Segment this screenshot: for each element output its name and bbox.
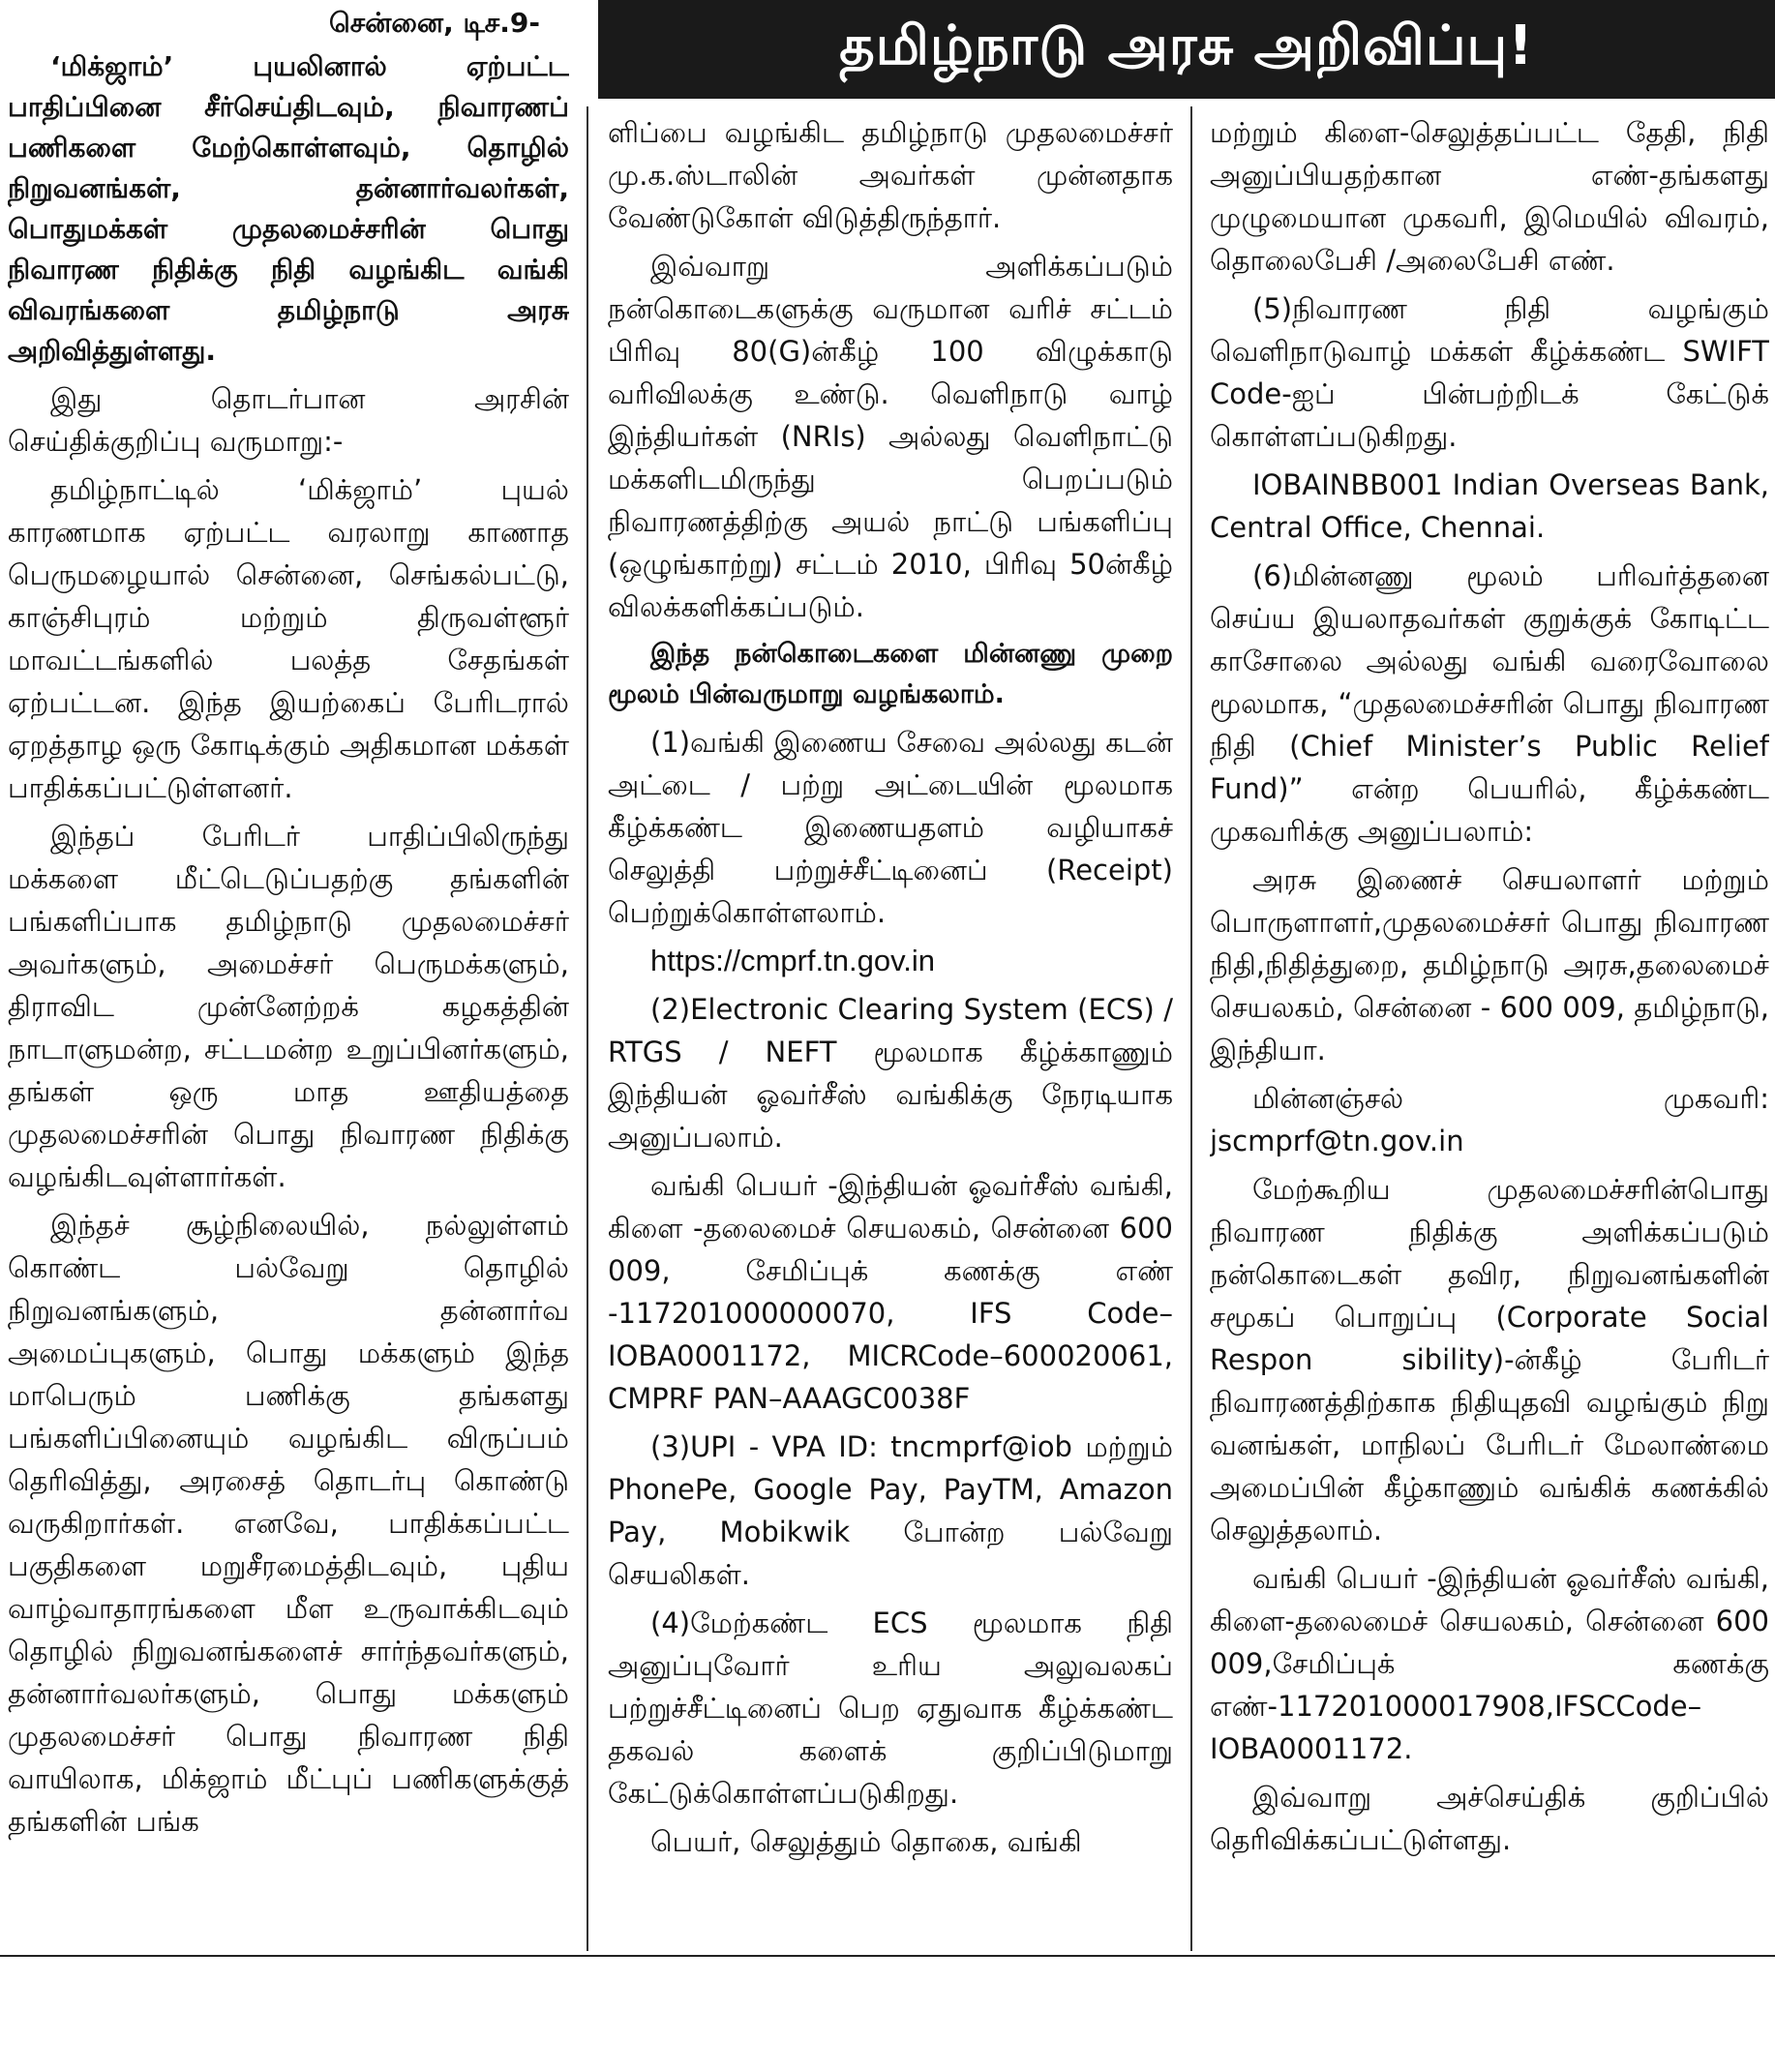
dateline: சென்னை, டிச.9-: [328, 7, 540, 39]
paragraph: பெயர், செலுத்தும் தொகை, வங்கி: [650, 1825, 1082, 1858]
column-1: [8, 0, 569, 1961]
column-3: [1210, 111, 1769, 2072]
paragraph: ளிப்பை வழங்கிட தமிழ்நாடு முதலமைச்சர் மு.க.ஸ்டாலின் அவர்கள் முன்னதாக வேண்டுகோள் விடுத்திருந்தார்.: [608, 116, 1173, 234]
paragraph: இவ்வாறு அளிக்கப்படும் நன்கொடைகளுக்கு வருமான வரிச் சட்டம் பிரிவு 80(G)ன்கீழ் 100 விழுக்காடு வரிவிலக்கு உண்டு. வெளிநாடு வாழ் இந்தியர்கள் (NRIs) அல்லது வெளிநாட்டு மக்களிடமிருந்து பெறப்படும் நிவாரணத்திற்கு அயல் நாட்டு பங்களிப்பு (ஒழுங்காற்று) சட்டம் 2010, பிரிவு 50ன்கீழ் விலக்களிக்கப்படும்.: [608, 250, 1173, 623]
paragraph: தமிழ்நாட்டில் ‘மிக்ஜாம்’ புயல் காரணமாக ஏற்பட்ட வரலாறு காணாத பெருமழையால் சென்னை, செங்கல்பட்டு, காஞ்சிபுரம் மற்றும் திருவள்ளூர் மாவட்டங்களில் பலத்த சேதங்கள் ஏற்பட்டன. இந்த இயற்கைப் பேரிடரால் ஏறத்தாழ ஒரு கோடிக்கும் அதிகமான மக்கள் பாதிக்கப்பட்டுள்ளனர்.: [8, 473, 569, 804]
lead-paragraph: ‘மிக்ஜாம்’ புயலினால் ஏற்பட்ட பாதிப்பினை சீர்செய்திடவும், நிவாரணப் பணிகளை மேற்கொள்ளவும், தொழில் நிறுவனங்கள், தன்னார்வலர்கள், பொதுமக்கள் முதலமைச்சரின் பொது நிவாரண நிதிக்கு நிதி வழங்கிட வங்கி விவரங்களை தமிழ்நாடு அரசு அறிவித்துள்ளது.: [8, 50, 569, 367]
paragraph: இந்தச் சூழ்நிலையில், நல்லுள்ளம் கொண்ட பல்வேறு தொழில் நிறுவனங்களும், தன்னார்வ அமைப்புகளும், பொது மக்களும் இந்த மாபெரும் பணிக்கு தங்களது பங்களிப்பினையும் வழங்கிட விருப்பம் தெரிவித்து, அரசைத் தொடர்பு கொண்டு வருகிறார்கள். எனவே, பாதிக்கப்பட்ட பகுதிகளை மறுசீரமைத்திடவும், புதிய வாழ்வாதாரங்களை மீள உருவாக்கிடவும் தொழில் நிறுவனங்களைச் சார்ந்தவர்களும், தன்னார்வலர்களும், பொது மக்களும் முதலமைச்சர் பொது நிவாரண நிதி வாயிலாக, மிக்ஜாம் மீட்புப் பணிகளுக்குத் தங்களின் பங்க: [8, 1209, 569, 1838]
paragraph: (5)நிவாரண நிதி வழங்கும் வெளிநாடுவாழ் மக்கள் கீழ்க்கண்ட SWIFT Code-ஐப் பின்பற்றிடக் கேட்டுக் கொள்ளப்படுகிறது.: [1210, 292, 1769, 453]
paragraph: (2)Electronic Clearing System (ECS) / RTGS / NEFT மூலமாக கீழ்க்காணும் இந்தியன் ஓவர்சீஸ் வங்கிக்கு நேரடியாக அனுப்பலாம்.: [608, 993, 1173, 1154]
headline: தமிழ்நாடு அரசு அறிவிப்பு!: [839, 15, 1534, 77]
headline-banner: [598, 0, 1775, 99]
paragraph: வங்கி பெயர் -இந்தியன் ஓவர்சீஸ் வங்கி, கிளை-தலைமைச் செயலகம், சென்னை 600 009,சேமிப்புக் கணக்கு எண்-117201000017908,IFSCCode–IOBA0001172.: [1210, 1562, 1769, 1765]
paragraph: (4)மேற்கண்ட ECS மூலமாக நிதி அனுப்புவோர் உரிய அலுவலகப் பற்றுச்சீட்டினைப் பெற ஏதுவாக கீழ்க்கண்ட தகவல் களைக் குறிப்பிடுமாறு கேட்டுக்கொள்ளப்படுகிறது.: [608, 1607, 1173, 1810]
paragraph: இவ்வாறு அச்செய்திக் குறிப்பில் தெரிவிக்கப்பட்டுள்ளது.: [1210, 1781, 1769, 1856]
paragraph: வங்கி பெயர் -இந்தியன் ஓவர்சீஸ் வங்கி, கிளை -தலைமைச் செயலகம், சென்னை 600 009, சேமிப்புக் கணக்கு எண் -117201000000070, IFS Code–IOBA0001172, MICRCode–600020061, CMPRF PAN–AAAGC0038F: [608, 1169, 1173, 1415]
paragraph: மற்றும் கிளை-செலுத்தப்பட்ட தேதி, நிதி அனுப்பியதற்கான எண்-தங்களது முழுமையான முகவரி, இமெயில் விவரம், தொலைபேசி /அலைபேசி எண்.: [1210, 116, 1769, 277]
column-2: [608, 111, 1173, 2072]
website-link[interactable]: https://cmprf.tn.gov.in: [650, 944, 936, 977]
subheading: இந்த நன்கொடைகளை மின்னணு முறை மூலம் பின்வருமாறு வழங்கலாம்.: [608, 639, 1173, 709]
paragraph: IOBAINBB001 Indian Overseas Bank, Central Office, Chennai.: [1210, 468, 1769, 544]
paragraph: மேற்கூறிய முதலமைச்சரின்பொது நிவாரண நிதிக்கு அளிக்கப்படும் நன்கொடைகள் தவிர, நிறுவனங்களின் சமூகப் பொறுப்பு (Corporate Social Respon sibility)-ன்கீழ் பேரிடர் நிவாரணத்திற்காக நிதியுதவி வழங்கும் நிறு வனங்கள், மாநிலப் பேரிடர் மேலாண்மை அமைப்பின் கீழ்காணும் வங்கிக் கணக்கில் செலுத்தலாம்.: [1210, 1173, 1769, 1546]
paragraph: (3)UPI - VPA ID: tncmprf@iob மற்றும் PhonePe, Google Pay, PayTM, Amazon Pay, Mobikwik போன்ற பல்வேறு செயலிகள்.: [608, 1430, 1173, 1591]
paragraph: இது தொடர்பான அரசின் செய்திக்குறிப்பு வருமாறு:-: [8, 382, 569, 458]
paragraph: (6)மின்னணு மூலம் பரிவர்த்தனை செய்ய இயலாதவர்கள் குறுக்குக் கோடிட்ட காசோலை அல்லது வங்கி வரைவோலை மூலமாக, “முதலமைச்சரின் பொது நிவாரண நிதி (Chief Minister’s Public Relief Fund)” என்ற பெயரில், கீழ்க்கண்ட முகவரிக்கு அனுப்பலாம்:: [1210, 559, 1769, 848]
paragraph: இந்தப் பேரிடர் பாதிப்பிலிருந்து மக்களை மீட்டெடுப்பதற்கு தங்களின் பங்களிப்பாக தமிழ்நாடு முதலமைச்சர் அவர்களும், அமைச்சர் பெருமக்களும், திராவிட முன்னேற்றக் கழகத்தின் நாடாளுமன்ற, சட்டமன்ற உறுப்பினர்களும், தங்கள் ஒரு மாத ஊதியத்தை முதலமைச்சரின் பொது நிவாரண நிதிக்கு வழங்கிடவுள்ளார்கள்.: [8, 820, 569, 1193]
email-line: மின்னஞ்சல் முகவரி: jscmprf@tn.gov.in: [1210, 1082, 1769, 1157]
column-divider: [1190, 106, 1192, 1951]
column-divider: [587, 106, 588, 1951]
paragraph: அரசு இணைச் செயலாளர் மற்றும் பொருளாளர்,முதலமைச்சர் பொது நிவாரண நிதி,நிதித்துறை, தமிழ்நாடு அரசு,தலைமைச் செயலகம், சென்னை - 600 009, தமிழ்நாடு, இந்தியா.: [1210, 863, 1769, 1066]
paragraph: (1)வங்கி இணைய சேவை அல்லது கடன் அட்டை / பற்று அட்டையின் மூலமாக கீழ்க்கண்ட இணையதளம் வழியாகச் செலுத்தி பற்றுச்சீட்டினைப் (Receipt) பெற்றுக்கொள்ளலாம்.: [608, 726, 1173, 929]
